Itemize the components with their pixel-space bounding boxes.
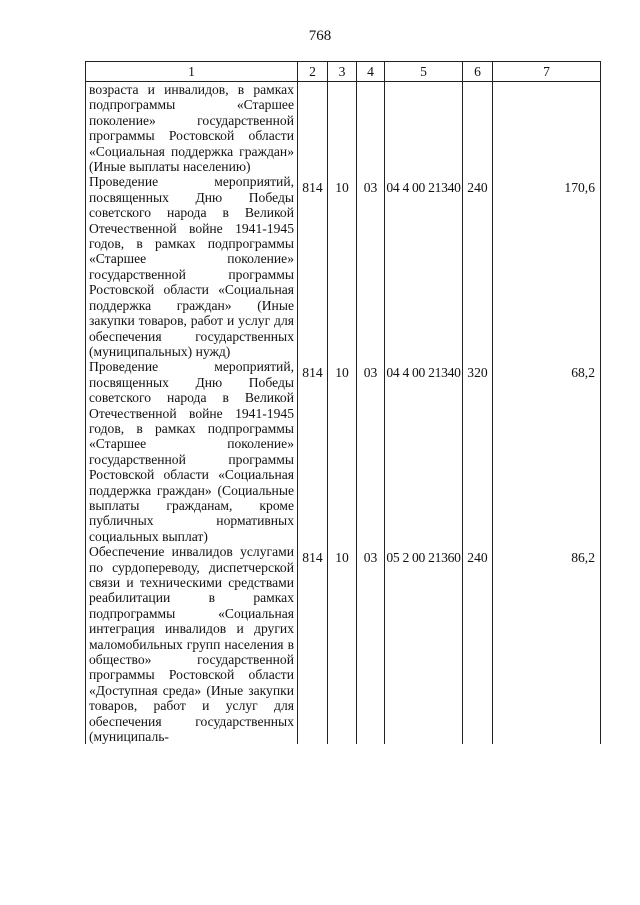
row-subsection-code: 03 bbox=[357, 174, 385, 359]
row-subsection-code: 03 bbox=[357, 544, 385, 744]
row-target-code: 04 4 00 21340 bbox=[385, 174, 463, 359]
row-section-code bbox=[328, 82, 357, 175]
row-name: Обеспечение инвалидов услугами по сурдопереводу, диспетчерской связи и техническими средствами реабилитации в рамках подпрограммы «Социальная интеграция инвалидов и других маломобильных групп населения в общество» государственной программы Ростовской области «Доступная среда» (Иные закупки товаров, работ и услуг для обеспечения государственных (муниципаль- bbox=[86, 544, 298, 744]
row-ministry-code: 814 bbox=[298, 359, 328, 544]
row-amount bbox=[493, 82, 601, 175]
row-ministry-code: 814 bbox=[298, 174, 328, 359]
table-row bbox=[86, 174, 601, 359]
page-number: 768 bbox=[308, 28, 332, 44]
row-amount: 86,2 bbox=[493, 544, 601, 744]
row-expense-type: 320 bbox=[463, 359, 493, 544]
table-header-row bbox=[86, 62, 601, 82]
row-target-code: 04 4 00 21340 bbox=[385, 359, 463, 544]
row-section-code: 10 bbox=[328, 174, 357, 359]
row-name: Проведение мероприятий, посвященных Дню Победы советского народа в Великой Отечественной войне 1941-1945 годов, в рамках подпрограммы «Старшее поколение» государственной программы Ростовской области «Социальная поддержка граждан» (Иные закупки товаров, работ и услуг для обеспечения государственных (муниципальных) нужд) bbox=[86, 174, 298, 359]
row-expense-type: 240 bbox=[463, 544, 493, 744]
row-expense-type bbox=[463, 82, 493, 175]
row-name: Проведение мероприятий, посвященных Дню Победы советского народа в Великой Отечественной войне 1941-1945 годов, в рамках подпрограммы «Старшее поколение» государственной программы Ростовской области «Социальная поддержка граждан» (Социальные выплаты гражданам, кроме публичных нормативных социальных выплат) bbox=[86, 359, 298, 544]
row-subsection-code: 03 bbox=[357, 359, 385, 544]
row-ministry-code bbox=[298, 82, 328, 175]
row-name: возраста и инвалидов, в рамках подпрограммы «Старшее поколение» государственной программы Ростовской области «Социальная поддержка граждан» (Иные выплаты населению) bbox=[86, 82, 298, 175]
row-section-code: 10 bbox=[328, 544, 357, 744]
header-col-2: 2 bbox=[298, 62, 328, 82]
header-col-7: 7 bbox=[493, 62, 601, 82]
table-row bbox=[86, 82, 601, 175]
header-col-3: 3 bbox=[328, 62, 357, 82]
table-row bbox=[86, 544, 601, 744]
header-col-6: 6 bbox=[463, 62, 493, 82]
header-col-5: 5 bbox=[385, 62, 463, 82]
row-target-code bbox=[385, 82, 463, 175]
row-amount: 68,2 bbox=[493, 359, 601, 544]
row-section-code: 10 bbox=[328, 359, 357, 544]
row-expense-type: 240 bbox=[463, 174, 493, 359]
row-amount: 170,6 bbox=[493, 174, 601, 359]
table-row bbox=[86, 359, 601, 544]
header-col-1: 1 bbox=[86, 62, 298, 82]
row-subsection-code bbox=[357, 82, 385, 175]
header-col-4: 4 bbox=[357, 62, 385, 82]
row-ministry-code: 814 bbox=[298, 544, 328, 744]
row-target-code: 05 2 00 21360 bbox=[385, 544, 463, 744]
budget-table bbox=[85, 61, 601, 744]
